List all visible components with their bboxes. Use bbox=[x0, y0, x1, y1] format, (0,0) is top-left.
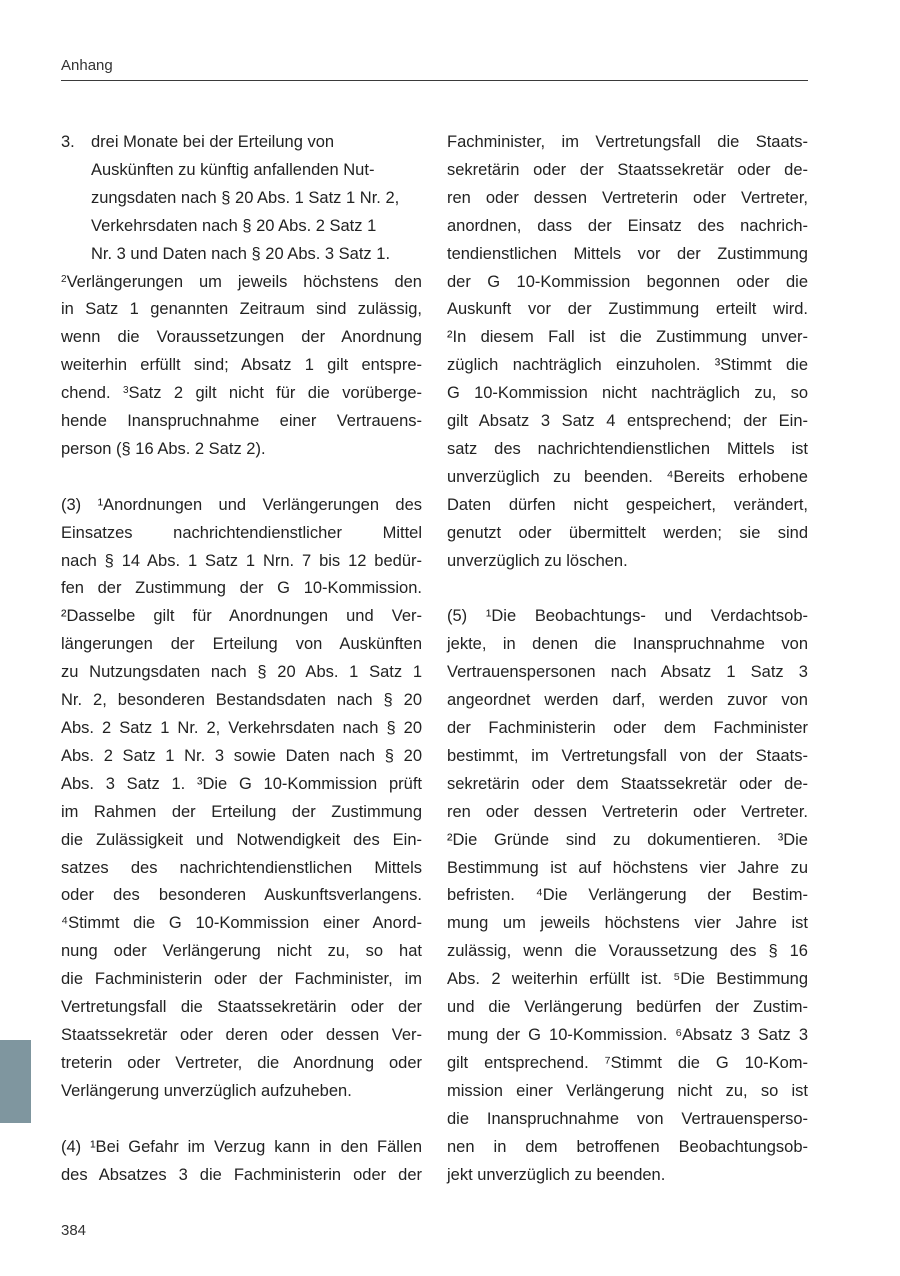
paragraph-line: jekte, in denen die Inanspruchnahme von bbox=[447, 635, 808, 654]
left-column bbox=[61, 129, 422, 1189]
paragraph-line: jekt unverzüglich zu beenden. bbox=[447, 1165, 666, 1184]
paragraph-line: der G 10-Kommission begonnen oder die bbox=[447, 272, 808, 291]
paragraph-line: Einsatzes nachrichtendienstlicher Mittel bbox=[61, 523, 422, 542]
list-item-line: Nr. 3 und Daten nach § 20 Abs. 3 Satz 1. bbox=[91, 244, 391, 263]
paragraph-line: hende Inanspruchnahme einer Vertrauens- bbox=[61, 412, 422, 431]
paragraph-line: Vertretungsfall die Staatssekretärin oder der bbox=[61, 998, 422, 1017]
paragraph-line: der Fachministerin oder dem Fachminister bbox=[447, 719, 808, 738]
paragraph-line: fen der Zustimmung der G 10-Kommission. bbox=[61, 579, 422, 598]
paragraph-3 bbox=[61, 492, 422, 1106]
paragraph-line: Abs. 2 Satz 1 Nr. 3 sowie Daten nach § 20 bbox=[61, 746, 422, 765]
paragraph-line: Verlängerung unverzüglich aufzuheben. bbox=[61, 1081, 352, 1100]
paragraph-line: satzes des nachrichtendienstlichen Mittels bbox=[61, 858, 422, 877]
paragraph-2-continuation bbox=[61, 269, 422, 464]
paragraph-line: (4) ¹Bei Gefahr im Verzug kann in den Fällen bbox=[61, 1137, 422, 1156]
paragraph-line: G 10-Kommission nicht nachträglich zu, so bbox=[447, 384, 808, 403]
paragraph-line: Auskunft vor der Zustimmung erteilt wird. bbox=[447, 300, 808, 319]
paragraph-line: bestimmt, im Vertretungsfall von der Staats- bbox=[447, 746, 808, 765]
paragraph-line: Vertrauenspersonen nach Absatz 1 Satz 3 bbox=[447, 663, 808, 682]
paragraph-line: die Fachministerin oder der Fachminister, im bbox=[61, 970, 422, 989]
paragraph-line: Abs. 2 Satz 1 Nr. 2, Verkehrsdaten nach § 20 bbox=[61, 719, 422, 738]
paragraph-line: zulässig, wenn die Voraussetzung des § 16 bbox=[447, 942, 808, 961]
paragraph-line: ²Die Gründe sind zu dokumentieren. ³Die bbox=[447, 830, 808, 849]
paragraph-line: die Zulässigkeit und Notwendigkeit des Ein- bbox=[61, 830, 422, 849]
paragraph-line: (5) ¹Die Beobachtungs- und Verdachtsob- bbox=[447, 607, 808, 626]
paragraph-4-start bbox=[61, 1134, 422, 1190]
paragraph-line: die Inanspruchnahme von Vertrauensperso- bbox=[447, 1109, 808, 1128]
chapter-side-tab bbox=[0, 1040, 31, 1123]
paragraph-line: oder des besonderen Auskunftsverlangens. bbox=[61, 886, 422, 905]
sentence-number: 2 bbox=[61, 273, 67, 285]
paragraph-line: befristen. ⁴Die Verlängerung der Bestim- bbox=[447, 886, 808, 905]
running-header: Anhang bbox=[61, 57, 113, 74]
paragraph-line: züglich nachträglich einzuholen. ³Stimmt die bbox=[447, 356, 808, 375]
header-rule bbox=[61, 80, 808, 81]
paragraph-line: treterin oder Vertreter, die Anordnung oder bbox=[61, 1053, 422, 1072]
list-item-text bbox=[91, 129, 422, 269]
paragraph-line: in Satz 1 genannten Zeitraum sind zulässig, bbox=[61, 300, 422, 319]
right-column bbox=[447, 129, 808, 1189]
paragraph-line: anordnen, dass der Einsatz des nachrich- bbox=[447, 216, 808, 235]
paragraph-line: Abs. 3 Satz 1. ³Die G 10-Kommission prüft bbox=[61, 774, 422, 793]
list-item-line: Verkehrsdaten nach § 20 Abs. 2 Satz 1 bbox=[91, 216, 377, 235]
paragraph-line: im Rahmen der Erteilung der Zustimmung bbox=[61, 802, 422, 821]
paragraph-line: zu Nutzungsdaten nach § 20 Abs. 1 Satz 1 bbox=[61, 663, 422, 682]
sentence-number: 3 bbox=[122, 385, 129, 397]
list-item-3 bbox=[61, 129, 422, 269]
page-number: 384 bbox=[61, 1222, 87, 1239]
list-item-number: 3. bbox=[61, 133, 75, 151]
paragraph-line: satz des nachrichtendienstlichen Mittels ist bbox=[447, 439, 808, 458]
paragraph-line: Bestimmung ist auf höchstens vier Jahre zu bbox=[447, 858, 808, 877]
paragraph-line: person (§ 16 Abs. 2 Satz 2). bbox=[61, 439, 266, 458]
paragraph-line: nach § 14 Abs. 1 Satz 1 Nrn. 7 bis 12 bedür- bbox=[61, 551, 422, 570]
paragraph-5 bbox=[447, 603, 808, 1189]
paragraph-line: unverzüglich zu beenden. ⁴Bereits erhobene bbox=[447, 467, 808, 486]
paragraph-line: ²Dasselbe gilt für Anordnungen und Ver- bbox=[61, 607, 422, 626]
paragraph-line: wenn die Voraussetzungen der Anordnung bbox=[61, 328, 422, 347]
paragraph-line: Daten dürfen nicht gespeichert, verändert, bbox=[447, 495, 808, 514]
paragraph-line: nung oder Verlängerung nicht zu, so hat bbox=[61, 942, 422, 961]
paragraph-line: längerungen der Erteilung von Auskünften bbox=[61, 635, 422, 654]
paragraph-line: sekretärin oder dem Staatssekretär oder de- bbox=[447, 774, 808, 793]
list-item-line: zungsdaten nach § 20 Abs. 1 Satz 1 Nr. 2, bbox=[91, 188, 400, 207]
paragraph-line: mung der G 10-Kommission. ⁶Absatz 3 Satz 3 bbox=[447, 1025, 808, 1044]
paragraph-line: Fachminister, im Vertretungsfall die Staats- bbox=[447, 133, 808, 151]
paragraph-line: Verlängerungen um jeweils höchstens den bbox=[66, 272, 422, 291]
paragraph-line: mission einer Verlängerung nicht zu, so ist bbox=[447, 1081, 808, 1100]
paragraph-line: Staatssekretär oder deren oder dessen Ver- bbox=[61, 1025, 422, 1044]
paragraph-line: sekretärin oder der Staatssekretär oder de- bbox=[447, 160, 808, 179]
paragraph-line: ²In diesem Fall ist die Zustimmung unver- bbox=[447, 328, 808, 347]
paragraph-line: und die Verlängerung bedürfen der Zustim- bbox=[447, 998, 808, 1017]
paragraph-line: des Absatzes 3 die Fachministerin oder der bbox=[61, 1165, 422, 1184]
paragraph-line: Satz 2 gilt nicht für die vorüberge- bbox=[128, 384, 423, 403]
paragraph-line: genutzt oder übermittelt werden; sie sind bbox=[447, 523, 808, 542]
paragraph-line: ren oder dessen Vertreterin oder Vertreter. bbox=[447, 802, 808, 821]
paragraph-4-continuation bbox=[447, 129, 808, 576]
paragraph-line: mung um jeweils höchstens vier Jahre ist bbox=[447, 914, 808, 933]
paragraph-line: (3) ¹Anordnungen und Verlängerungen des bbox=[61, 495, 422, 514]
paragraph-line: gilt entsprechend. ⁷Stimmt die G 10-Kom- bbox=[447, 1053, 808, 1072]
paragraph-line: angeordnet werden darf, werden zuvor von bbox=[447, 691, 808, 710]
list-item-line: Auskünften zu künftig anfallenden Nut- bbox=[91, 160, 375, 179]
list-item-line: drei Monate bei der Erteilung von bbox=[91, 133, 335, 151]
paragraph-line: nen in dem betroffenen Beobachtungsob- bbox=[447, 1137, 808, 1156]
paragraph-line: Nr. 2, besonderen Bestandsdaten nach § 20 bbox=[61, 691, 422, 710]
paragraph-line: gilt Absatz 3 Satz 4 entsprechend; der Ein- bbox=[447, 412, 808, 431]
paragraph-line: unverzüglich zu löschen. bbox=[447, 551, 628, 570]
paragraph-line: tendienstlichen Mittels vor der Zustimmung bbox=[447, 244, 808, 263]
paragraph-line: weiterhin erfüllt sind; Absatz 1 gilt entspre- bbox=[61, 356, 422, 375]
paragraph-line: ⁴Stimmt die G 10-Kommission einer Anord- bbox=[61, 914, 422, 933]
paragraph-line: Abs. 2 weiterhin erfüllt ist. ⁵Die Bestimmung bbox=[447, 970, 808, 989]
paragraph-line: ren oder dessen Vertreterin oder Vertreter, bbox=[447, 188, 808, 207]
paragraph-line: chend. bbox=[61, 384, 123, 403]
